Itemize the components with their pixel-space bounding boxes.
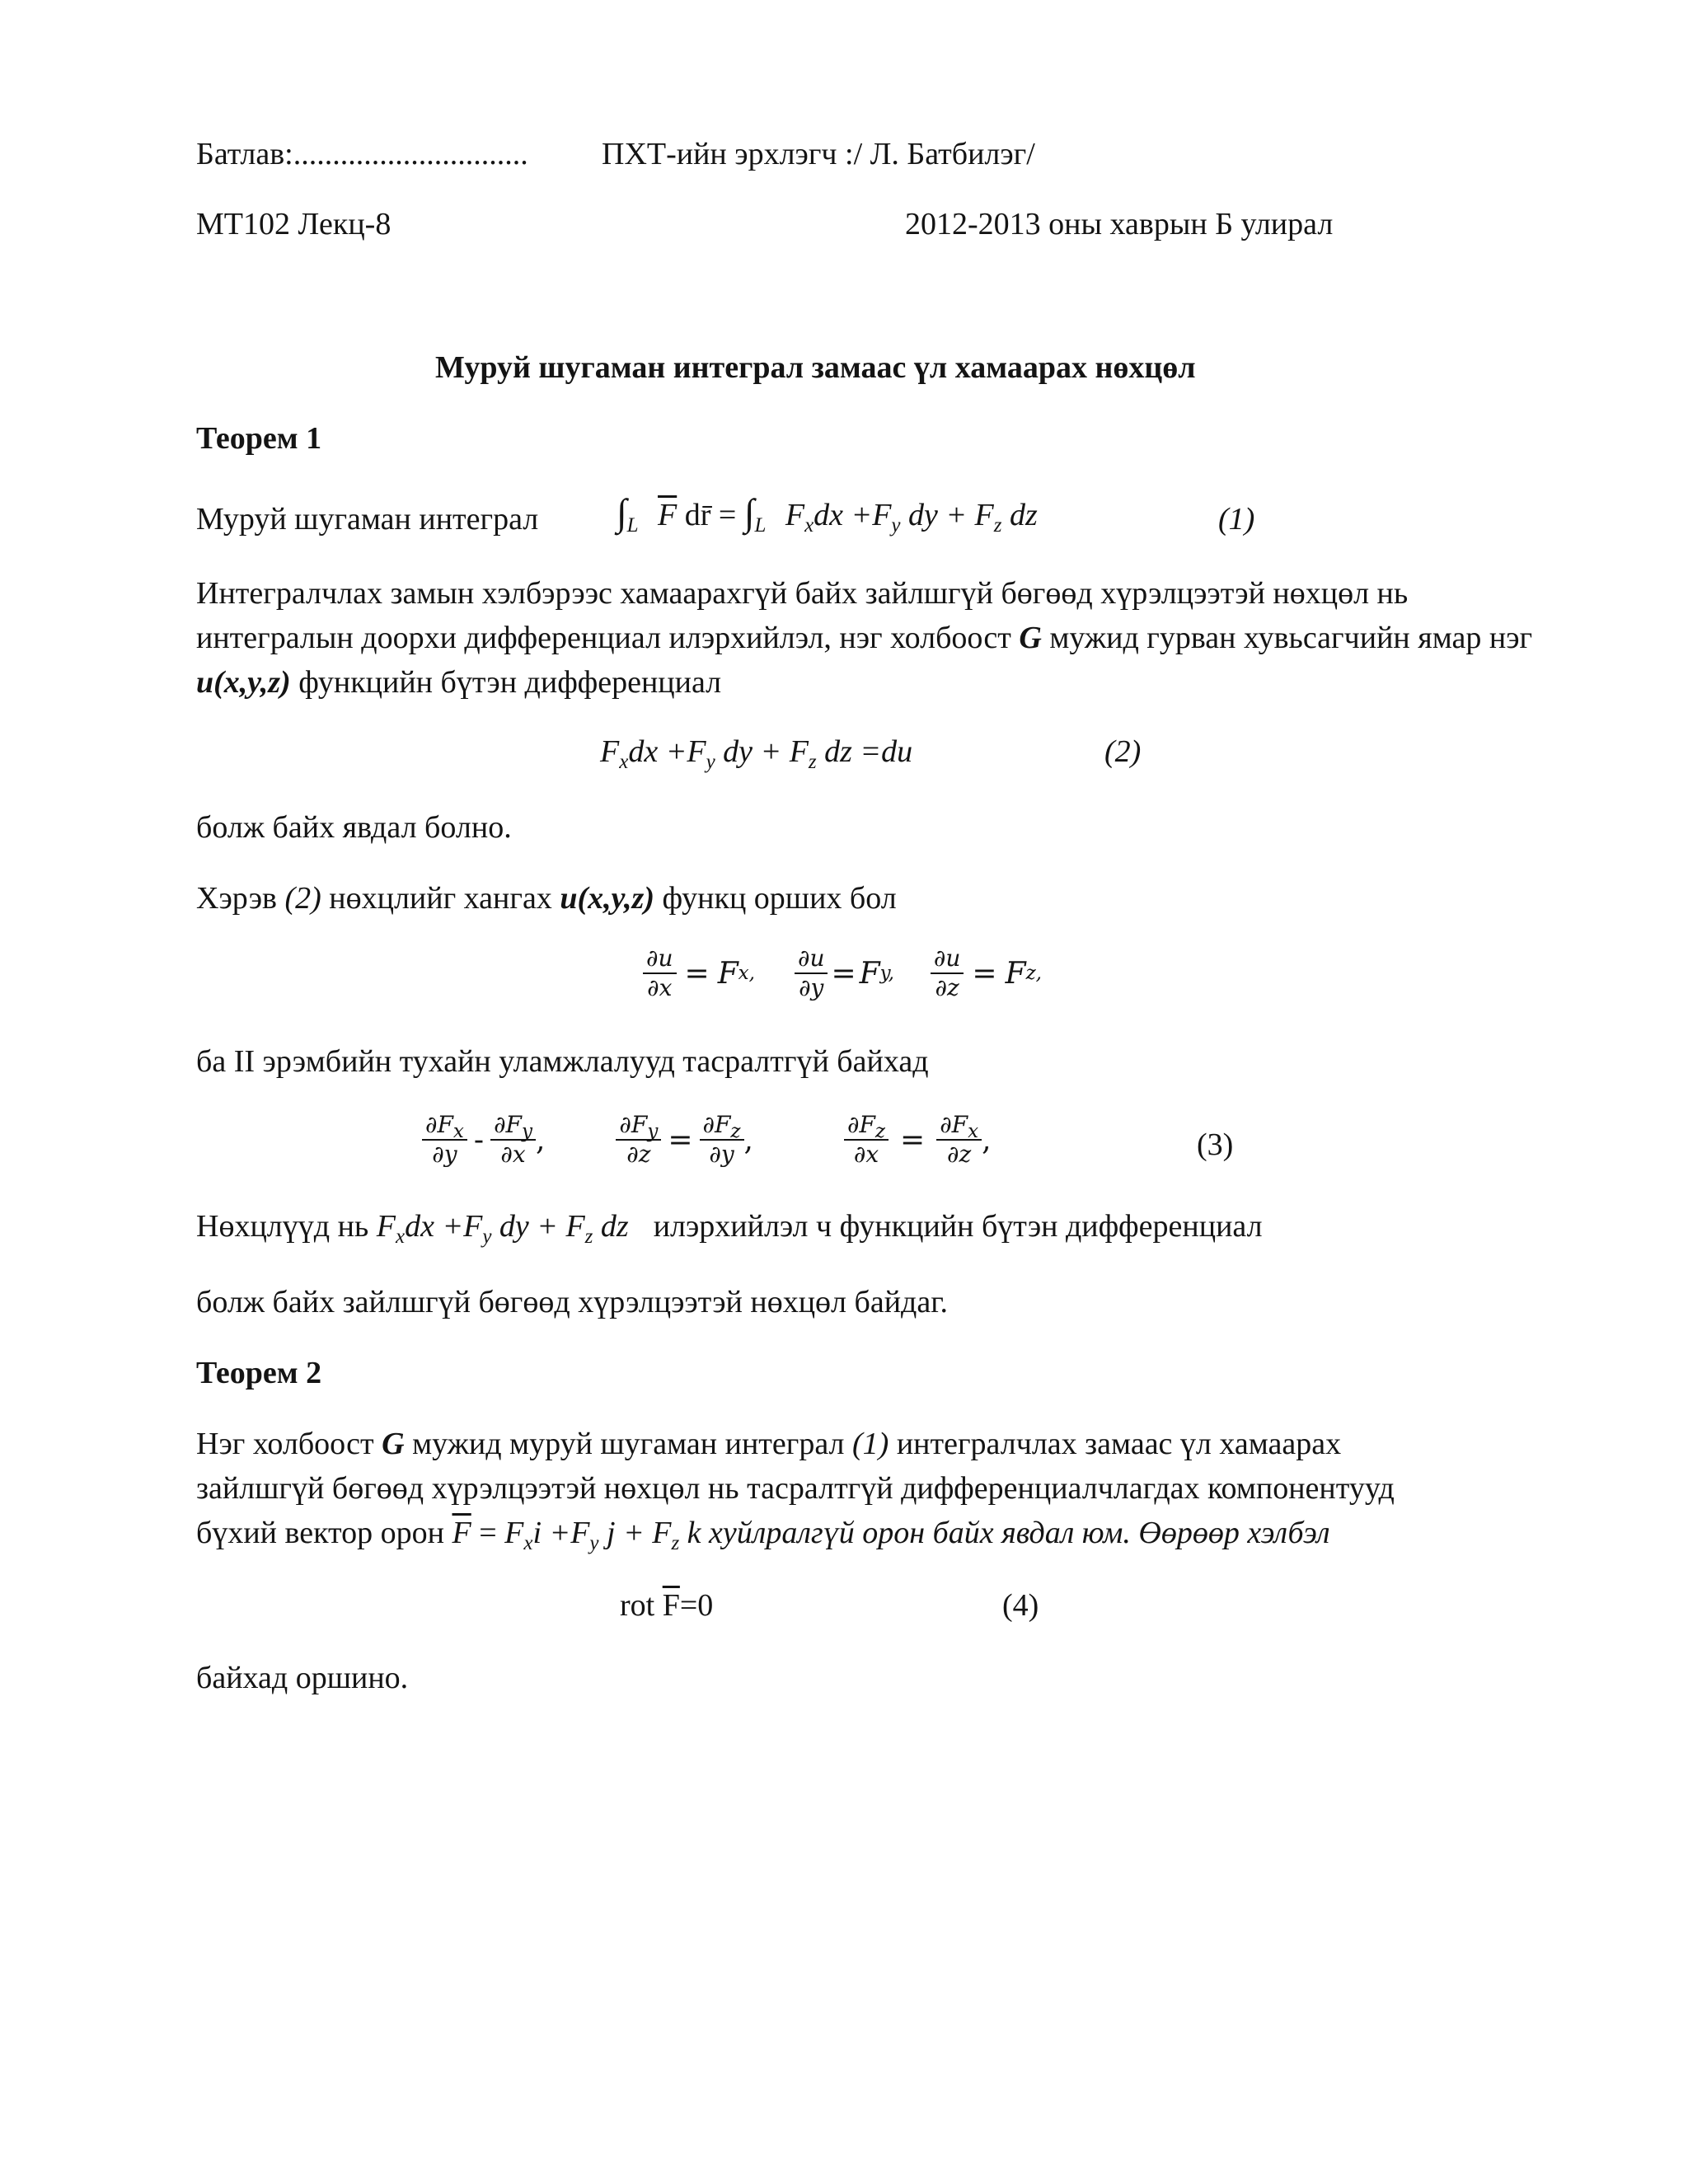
fraction-dFz-dx xyxy=(844,1111,889,1169)
fraction-dFy-dx xyxy=(490,1111,536,1169)
frac-num: ∂u xyxy=(931,944,964,974)
frac-num xyxy=(616,1111,661,1141)
para3-text-b: нөхцлийг хангах xyxy=(321,881,560,916)
t2-line1-ref: (1) xyxy=(852,1427,889,1461)
t2-F-vector: $\overline{F}$ xyxy=(452,1516,471,1550)
eq4-zero: =0 xyxy=(679,1588,714,1623)
theorem1-paragraph-5 xyxy=(196,1207,1263,1246)
t2-line3-a: бүхий вектор орон xyxy=(196,1516,452,1550)
partial-F: F xyxy=(1005,956,1026,991)
expr-Fy: F xyxy=(463,1209,483,1244)
sub: z xyxy=(730,1121,741,1142)
expr-dz: dz xyxy=(600,1209,629,1244)
comma: , xyxy=(982,1122,992,1157)
para5-text-b: илэрхийлэл ч функцийн бүтэн дифференциал xyxy=(653,1209,1263,1244)
para3-ref: (2) xyxy=(284,881,321,916)
fraction-du-dx xyxy=(643,944,677,1002)
eq1-x-sub: x xyxy=(804,514,814,537)
eq1-z-sub: z xyxy=(993,514,1002,537)
theorem1-heading-text: Теорем 1 xyxy=(196,421,322,456)
theorem2-heading-text: Теорем 2 xyxy=(196,1356,322,1390)
para4-text: ба II эрэмбийн тухайн уламжлалууд тасралтгүй байхад xyxy=(196,1044,929,1079)
frac-num xyxy=(422,1111,467,1141)
para3-text-a: Хэрэв xyxy=(196,881,285,916)
expr-Fx: F xyxy=(376,1209,396,1244)
frac-den: ∂y xyxy=(799,974,824,1001)
theorem2-line-2 xyxy=(196,1469,1395,1508)
t2-line3-rest: k хуйлралгүй орон байх явдал юм. Өөрөөр хэлбэл xyxy=(679,1516,1330,1550)
eq2-Fz: F xyxy=(789,734,809,769)
frac-num xyxy=(490,1111,536,1141)
t2-line3-math xyxy=(452,1516,1330,1554)
t2-eq: = xyxy=(471,1516,505,1550)
equation-1 xyxy=(617,493,1038,535)
para1-text-c: функцийн бүтэн дифференциал xyxy=(290,665,722,700)
frac-den: ∂y xyxy=(432,1141,457,1168)
theorem1-intro xyxy=(196,499,538,539)
dF: ∂F xyxy=(846,1111,875,1138)
equals-sign: = xyxy=(831,956,856,991)
para1-text-a: Интегралчлах замын хэлбэрээс хамаарахгүй байх зайлшгүй бөгөөд хүрэлцээтэй нөхцөл нь интегралын доорхи дифференциал илэрхийлэл, нэг холбоост xyxy=(196,576,1409,655)
theorem2-closing xyxy=(196,1658,408,1698)
t2-line1-G: G xyxy=(382,1427,405,1461)
frac-num: ∂u xyxy=(643,944,677,974)
para5-text-a: Нөхцлүүд нь xyxy=(196,1209,377,1244)
expr-z-sub: z xyxy=(584,1226,593,1248)
eq1-F-vector: $\overline{F}$ xyxy=(658,498,678,532)
t2-line1-b: мужид муруй шугаман интеграл xyxy=(404,1427,853,1461)
eq2-Fx: F xyxy=(600,734,620,769)
eq1-Fz: F xyxy=(974,498,994,532)
fraction-dFy-dz xyxy=(616,1111,661,1169)
t2-line2-text: зайлшгүй бөгөөд хүрэлцээтэй нөхцөл нь тасралтгүй дифференциалчлагдах компонентууд xyxy=(196,1471,1395,1506)
frac-den: ∂z xyxy=(626,1141,651,1168)
partial-derivatives: $\frac{\partial u}{\partial x}$ = F x, $\frac{\partial u}{\partial y}$ = F y, $\frac{\partial u}{\partial z}$ = F z, xyxy=(643,944,1042,1002)
sub: y xyxy=(521,1121,532,1142)
approver xyxy=(602,134,1035,174)
eq2-dx: dx + xyxy=(628,734,687,769)
partial-F: F xyxy=(717,956,738,991)
para6-text: болж байх зайлшгүй бөгөөд хүрэлцээтэй нөхцөл байдаг. xyxy=(196,1285,949,1319)
expr-dy: dy + xyxy=(499,1209,558,1244)
title-text: Муруй шугаман интеграл замаас үл хамаарах нөхцөл xyxy=(435,350,1196,385)
eq1-dy: dy + xyxy=(908,498,968,532)
course-code xyxy=(196,204,391,244)
para1-u: u(x,y,z) xyxy=(196,665,291,700)
partial-F: F xyxy=(859,956,880,991)
frac-den: ∂x xyxy=(647,974,673,1001)
dF: ∂F xyxy=(702,1111,731,1138)
t2-y-sub: y xyxy=(589,1532,599,1554)
eq2-y-sub: y xyxy=(706,751,715,773)
para5-expr xyxy=(376,1209,629,1248)
eq2-dz-du: dz =du xyxy=(824,734,913,769)
expr-Fz: F xyxy=(565,1209,585,1244)
theorem1-paragraph-6 xyxy=(196,1282,948,1322)
eq1-dr: dr̄ = xyxy=(684,498,737,532)
dF: ∂F xyxy=(940,1111,968,1138)
expr-x-sub: x xyxy=(395,1226,406,1248)
sub: z xyxy=(874,1121,886,1142)
fraction-dFx-dz xyxy=(936,1111,982,1169)
eq4-rot: rot xyxy=(620,1588,663,1623)
para1-text-b: мужид гурван хувьсагчийн ямар нэг xyxy=(1041,621,1533,655)
page-title xyxy=(435,348,1196,387)
equation-2 xyxy=(600,732,912,771)
equals-sign: = xyxy=(684,956,710,991)
theorem1-paragraph-1 xyxy=(196,571,1548,705)
comma: , xyxy=(535,1122,546,1157)
eq1-y-sub: y xyxy=(891,514,901,537)
fraction-dFz-dy xyxy=(700,1111,744,1169)
integral-sign: ∫ xyxy=(617,491,627,533)
eq3-tag-text: (3) xyxy=(1197,1127,1234,1162)
frac-den: ∂x xyxy=(500,1141,526,1168)
fraction-du-dy xyxy=(795,944,828,1002)
eq1-rhs-sub: L xyxy=(754,514,767,537)
equals-sign: = xyxy=(668,1122,693,1157)
eq1-Fx: F xyxy=(785,498,805,532)
theorem1-paragraph-4 xyxy=(196,1042,929,1081)
eq1-dz: dz xyxy=(1009,498,1038,532)
t2-x-sub: x xyxy=(523,1532,533,1554)
term-text: 2012-2013 оны хаврын Б улирал xyxy=(905,207,1334,241)
frac-num xyxy=(844,1111,889,1141)
fraction-du-dz xyxy=(931,944,964,1002)
eq1-tag xyxy=(1218,499,1254,539)
dF: ∂F xyxy=(425,1111,453,1138)
frac-num xyxy=(700,1111,744,1141)
eq4-F-vector: $\overline{F}$ xyxy=(662,1588,680,1623)
dF: ∂F xyxy=(494,1111,522,1138)
t2-line1-a: Нэг холбоост xyxy=(196,1427,382,1461)
frac-den: ∂x xyxy=(853,1141,879,1168)
para2-text: болж байх явдал болно. xyxy=(196,810,512,845)
eq4-tag-text: (4) xyxy=(1002,1588,1039,1623)
t2-Fx: F xyxy=(504,1516,524,1550)
theorem1-paragraph-2 xyxy=(196,808,512,847)
t2-j: j + xyxy=(598,1516,653,1550)
theorem2-heading xyxy=(196,1353,321,1393)
t2-line1-c: интегралчлах замаас үл хамаарах xyxy=(889,1427,1342,1461)
equals-sign: = xyxy=(972,956,997,991)
eq2-dy: dy + xyxy=(723,734,782,769)
course-text: МТ102 Лекц-8 xyxy=(196,207,392,241)
eq2-x-sub: x xyxy=(619,751,629,773)
sub: x xyxy=(968,1121,979,1142)
eq3-tag xyxy=(1197,1125,1233,1165)
theorem2-line-1 xyxy=(196,1424,1341,1464)
dF: ∂F xyxy=(619,1111,648,1138)
frac-den: ∂z xyxy=(935,974,959,1001)
fraction-dFx-dy xyxy=(422,1111,467,1169)
term xyxy=(905,204,1333,244)
eq1-lhs-sub: L xyxy=(626,514,639,537)
para3-text-c: функц орших бол xyxy=(654,881,897,916)
eq2-tag xyxy=(1104,732,1141,771)
equation-3 xyxy=(422,1111,992,1169)
t2-z-sub: z xyxy=(671,1532,680,1554)
theorem1-intro-text: Муруй шугаман интеграл xyxy=(196,502,539,537)
frac-den: ∂z xyxy=(947,1141,972,1168)
eq1-tag-text: (1) xyxy=(1218,502,1255,537)
equals-sign: = xyxy=(900,1122,926,1157)
approval-line xyxy=(196,134,528,174)
eq1-Fy: F xyxy=(872,498,892,532)
frac-num xyxy=(936,1111,982,1141)
eq1-dx: dx + xyxy=(814,498,873,532)
approver-text: ПХТ-ийн эрхлэгч :/ Л. Батбилэг/ xyxy=(602,137,1035,171)
para3-u: u(x,y,z) xyxy=(560,881,654,916)
equation-4 xyxy=(620,1586,713,1625)
eq2-z-sub: z xyxy=(808,751,817,773)
approval-label: Батлав:.............................. xyxy=(196,137,528,171)
integral-sign: ∫ xyxy=(743,491,755,533)
eq2-Fy: F xyxy=(687,734,706,769)
comma: , xyxy=(743,1122,753,1157)
sub: y xyxy=(647,1121,659,1142)
frac-den: ∂y xyxy=(709,1141,734,1168)
eq2-tag-text: (2) xyxy=(1104,734,1142,769)
theorem2-line-3 xyxy=(196,1513,1330,1553)
closing-text: байхад оршино. xyxy=(196,1661,409,1695)
frac-num: ∂u xyxy=(795,944,828,974)
theorem1-paragraph-3 xyxy=(196,879,897,918)
minus-sign: - xyxy=(473,1122,485,1157)
expr-y-sub: y xyxy=(482,1226,492,1248)
t2-Fz: F xyxy=(652,1516,672,1550)
t2-Fy: F xyxy=(570,1516,590,1550)
sub: x xyxy=(452,1121,464,1142)
eq4-tag xyxy=(1002,1586,1039,1625)
theorem1-heading xyxy=(196,419,321,458)
t2-i: i + xyxy=(532,1516,571,1550)
expr-dx: dx + xyxy=(405,1209,464,1244)
para1-G: G xyxy=(1019,621,1042,655)
